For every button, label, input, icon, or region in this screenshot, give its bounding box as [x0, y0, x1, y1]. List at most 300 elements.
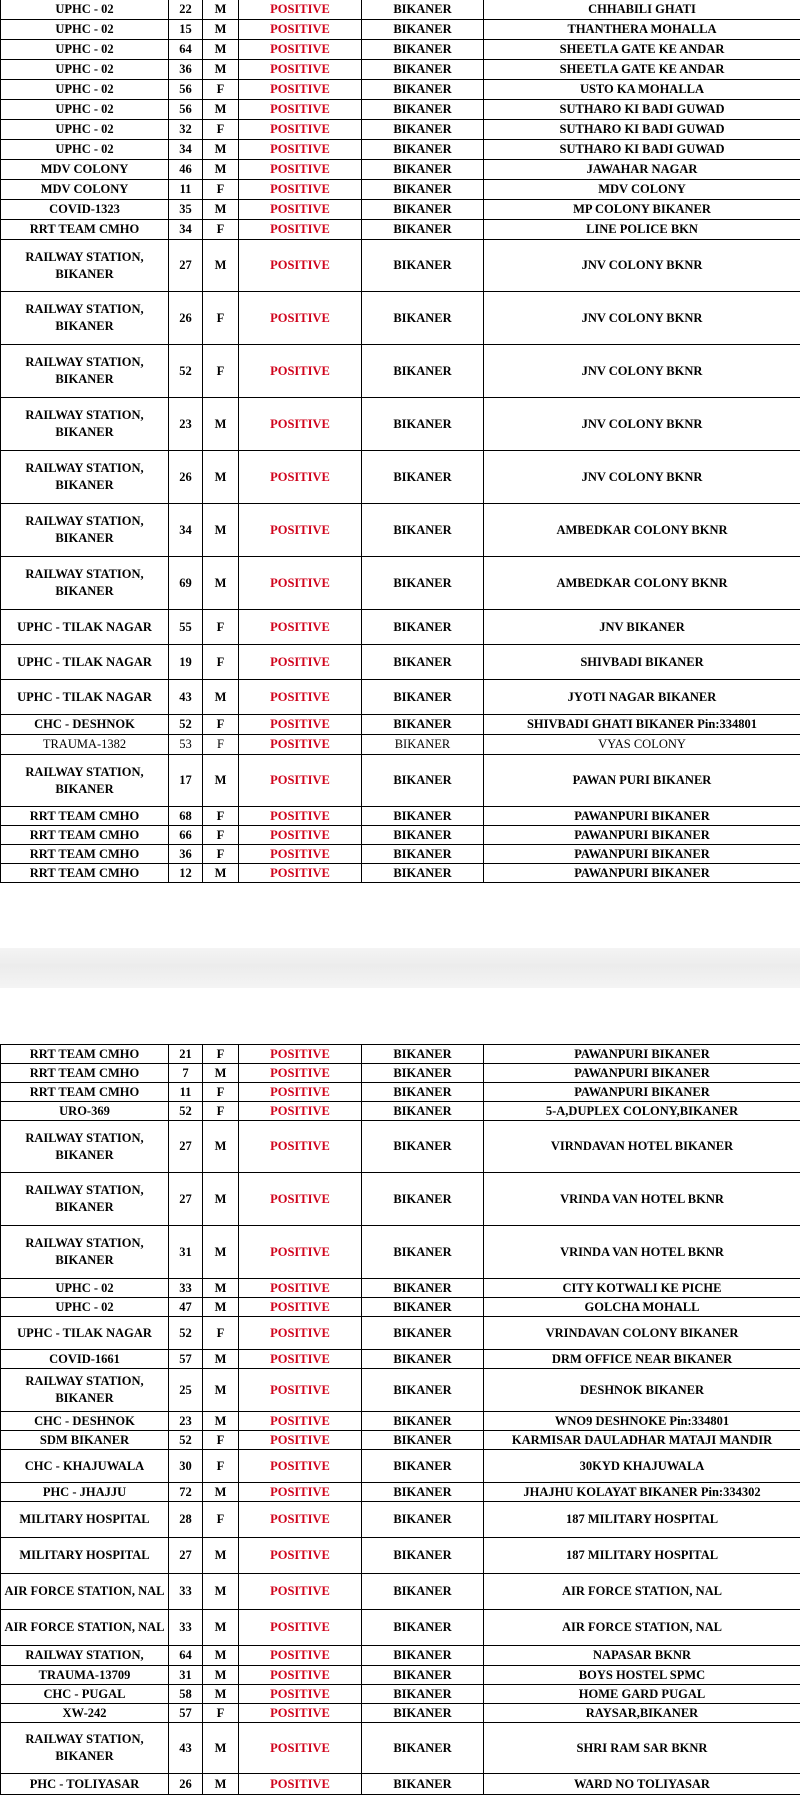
- gender-cell: F: [203, 120, 239, 140]
- facility-cell: RAILWAY STATION, BIKANER: [1, 755, 169, 807]
- status-cell: POSITIVE: [239, 1317, 362, 1350]
- district-cell: BIKANER: [362, 645, 484, 680]
- age-cell: 47: [169, 1298, 203, 1317]
- facility-cell: UPHC - 02: [1, 20, 169, 40]
- address-cell: VRINDA VAN HOTEL BKNR: [484, 1173, 800, 1226]
- address-cell: JNV COLONY BKNR: [484, 292, 800, 345]
- table-row: [1, 715, 800, 735]
- address-cell: AIR FORCE STATION, NAL: [484, 1574, 800, 1610]
- address-cell: 5-A,DUPLEX COLONY,BIKANER: [484, 1102, 800, 1121]
- district-cell: BIKANER: [362, 180, 484, 200]
- status-cell: POSITIVE: [239, 557, 362, 610]
- facility-cell: CHC - DESHNOK: [1, 715, 169, 735]
- district-cell: BIKANER: [362, 864, 484, 883]
- address-cell: VYAS COLONY: [484, 735, 800, 755]
- district-cell: BIKANER: [362, 200, 484, 220]
- district-cell: BIKANER: [362, 1298, 484, 1317]
- status-cell: POSITIVE: [239, 200, 362, 220]
- age-cell: 66: [169, 826, 203, 845]
- address-cell: HOME GARD PUGAL: [484, 1685, 800, 1704]
- address-cell: JAWAHAR NAGAR: [484, 160, 800, 180]
- facility-cell: RAILWAY STATION, BIKANER: [1, 557, 169, 610]
- facility-cell: RAILWAY STATION, BIKANER: [1, 1173, 169, 1226]
- address-cell: AMBEDKAR COLONY BKNR: [484, 504, 800, 557]
- table-row: [1, 180, 800, 200]
- age-cell: 33: [169, 1610, 203, 1646]
- district-cell: BIKANER: [362, 220, 484, 240]
- address-cell: PAWANPURI BIKANER: [484, 1083, 800, 1102]
- facility-cell: UPHC - 02: [1, 1279, 169, 1298]
- facility-cell: TRAUMA-1382: [1, 735, 169, 755]
- table-row: [1, 557, 800, 610]
- facility-cell: MILITARY HOSPITAL: [1, 1502, 169, 1538]
- facility-cell: AIR FORCE STATION, NAL: [1, 1610, 169, 1646]
- address-cell: MDV COLONY: [484, 180, 800, 200]
- table-row: [1, 735, 800, 755]
- address-cell: JNV COLONY BKNR: [484, 345, 800, 398]
- address-cell: PAWANPURI BIKANER: [484, 1045, 800, 1064]
- facility-cell: RAILWAY STATION, BIKANER: [1, 1226, 169, 1279]
- address-cell: NAPASAR BKNR: [484, 1646, 800, 1666]
- gender-cell: M: [203, 1685, 239, 1704]
- age-cell: 33: [169, 1574, 203, 1610]
- district-cell: BIKANER: [362, 1502, 484, 1538]
- age-cell: 27: [169, 1538, 203, 1574]
- gender-cell: M: [203, 140, 239, 160]
- address-cell: JNV COLONY BKNR: [484, 240, 800, 292]
- facility-cell: MDV COLONY: [1, 180, 169, 200]
- age-cell: 52: [169, 1431, 203, 1450]
- district-cell: BIKANER: [362, 1317, 484, 1350]
- age-cell: 36: [169, 845, 203, 864]
- district-cell: BIKANER: [362, 240, 484, 292]
- facility-cell: RAILWAY STATION, BIKANER: [1, 1121, 169, 1173]
- table-row: [1, 610, 800, 645]
- table-row: [1, 1083, 800, 1102]
- address-cell: WNO9 DESHNOKE Pin:334801: [484, 1412, 800, 1431]
- facility-cell: CHC - KHAJUWALA: [1, 1450, 169, 1483]
- status-cell: POSITIVE: [239, 160, 362, 180]
- age-cell: 35: [169, 200, 203, 220]
- table-row: [1, 1538, 800, 1574]
- gender-cell: M: [203, 1064, 239, 1083]
- table-row: [1, 1045, 800, 1064]
- age-cell: 52: [169, 345, 203, 398]
- status-cell: POSITIVE: [239, 1412, 362, 1431]
- gender-cell: M: [203, 1538, 239, 1574]
- report-page-2: [0, 1044, 800, 1795]
- district-cell: BIKANER: [362, 1666, 484, 1685]
- status-cell: POSITIVE: [239, 807, 362, 826]
- gender-cell: M: [203, 0, 239, 20]
- report-page-1: [0, 0, 800, 883]
- address-cell: VIRNDAVAN HOTEL BIKANER: [484, 1121, 800, 1173]
- status-cell: POSITIVE: [239, 1064, 362, 1083]
- facility-cell: UPHC - 02: [1, 40, 169, 60]
- status-cell: POSITIVE: [239, 1646, 362, 1666]
- table-row: [1, 1431, 800, 1450]
- facility-cell: RAILWAY STATION,: [1, 1646, 169, 1666]
- district-cell: BIKANER: [362, 451, 484, 504]
- status-cell: POSITIVE: [239, 1279, 362, 1298]
- gender-cell: M: [203, 1121, 239, 1173]
- address-cell: USTO KA MOHALLA: [484, 80, 800, 100]
- district-cell: BIKANER: [362, 557, 484, 610]
- status-cell: POSITIVE: [239, 1538, 362, 1574]
- age-cell: 46: [169, 160, 203, 180]
- facility-cell: UPHC - 02: [1, 0, 169, 20]
- district-cell: BIKANER: [362, 1412, 484, 1431]
- facility-cell: UPHC - TILAK NAGAR: [1, 1317, 169, 1350]
- facility-cell: AIR FORCE STATION, NAL: [1, 1574, 169, 1610]
- district-cell: BIKANER: [362, 1538, 484, 1574]
- gender-cell: M: [203, 200, 239, 220]
- age-cell: 34: [169, 140, 203, 160]
- age-cell: 52: [169, 715, 203, 735]
- status-cell: POSITIVE: [239, 755, 362, 807]
- address-cell: KARMISAR DAULADHAR MATAJI MANDIR: [484, 1431, 800, 1450]
- table-row: [1, 100, 800, 120]
- age-cell: 52: [169, 1317, 203, 1350]
- status-cell: POSITIVE: [239, 1102, 362, 1121]
- address-cell: 187 MILITARY HOSPITAL: [484, 1538, 800, 1574]
- gender-cell: M: [203, 755, 239, 807]
- gender-cell: F: [203, 1045, 239, 1064]
- address-cell: SHEETLA GATE KE ANDAR: [484, 60, 800, 80]
- facility-cell: RAILWAY STATION, BIKANER: [1, 292, 169, 345]
- page-separator: [0, 948, 800, 988]
- table-row: [1, 451, 800, 504]
- table-row: [1, 1483, 800, 1502]
- facility-cell: RRT TEAM CMHO: [1, 1064, 169, 1083]
- address-cell: JNV COLONY BKNR: [484, 451, 800, 504]
- gender-cell: M: [203, 1279, 239, 1298]
- gender-cell: F: [203, 1317, 239, 1350]
- facility-cell: PHC - JHAJJU: [1, 1483, 169, 1502]
- table-row: [1, 1723, 800, 1774]
- table-row: [1, 645, 800, 680]
- gender-cell: F: [203, 826, 239, 845]
- table-row: [1, 1350, 800, 1369]
- table-row: [1, 1173, 800, 1226]
- address-cell: JNV COLONY BKNR: [484, 398, 800, 451]
- address-cell: SUTHARO KI BADI GUWAD: [484, 100, 800, 120]
- gender-cell: F: [203, 1450, 239, 1483]
- district-cell: BIKANER: [362, 1369, 484, 1412]
- gender-cell: F: [203, 845, 239, 864]
- status-cell: POSITIVE: [239, 40, 362, 60]
- table-row: [1, 220, 800, 240]
- gender-cell: M: [203, 557, 239, 610]
- age-cell: 69: [169, 557, 203, 610]
- table-row: [1, 1502, 800, 1538]
- district-cell: BIKANER: [362, 1121, 484, 1173]
- gender-cell: F: [203, 715, 239, 735]
- table-row: [1, 140, 800, 160]
- district-cell: BIKANER: [362, 40, 484, 60]
- district-cell: BIKANER: [362, 807, 484, 826]
- gender-cell: F: [203, 1102, 239, 1121]
- facility-cell: PHC - TOLIYASAR: [1, 1774, 169, 1795]
- address-cell: PAWAN PURI BIKANER: [484, 755, 800, 807]
- cases-table-1: [0, 0, 800, 883]
- gender-cell: M: [203, 680, 239, 715]
- table-row: [1, 240, 800, 292]
- district-cell: BIKANER: [362, 398, 484, 451]
- address-cell: CITY KOTWALI KE PICHE: [484, 1279, 800, 1298]
- address-cell: SHEETLA GATE KE ANDAR: [484, 40, 800, 60]
- status-cell: POSITIVE: [239, 1774, 362, 1795]
- table-row: [1, 60, 800, 80]
- table-row: [1, 1774, 800, 1795]
- age-cell: 56: [169, 100, 203, 120]
- age-cell: 68: [169, 807, 203, 826]
- table-row: [1, 1574, 800, 1610]
- status-cell: POSITIVE: [239, 1502, 362, 1538]
- gender-cell: F: [203, 1431, 239, 1450]
- district-cell: BIKANER: [362, 140, 484, 160]
- status-cell: POSITIVE: [239, 645, 362, 680]
- status-cell: POSITIVE: [239, 1450, 362, 1483]
- address-cell: 187 MILITARY HOSPITAL: [484, 1502, 800, 1538]
- district-cell: BIKANER: [362, 1646, 484, 1666]
- district-cell: BIKANER: [362, 680, 484, 715]
- address-cell: WARD NO TOLIYASAR: [484, 1774, 800, 1795]
- age-cell: 26: [169, 1774, 203, 1795]
- table-row: [1, 807, 800, 826]
- address-cell: VRINDA VAN HOTEL BKNR: [484, 1226, 800, 1279]
- table-row: [1, 1412, 800, 1431]
- age-cell: 64: [169, 1646, 203, 1666]
- district-cell: BIKANER: [362, 1723, 484, 1774]
- facility-cell: UPHC - 02: [1, 60, 169, 80]
- gender-cell: M: [203, 1646, 239, 1666]
- district-cell: BIKANER: [362, 1450, 484, 1483]
- district-cell: BIKANER: [362, 60, 484, 80]
- status-cell: POSITIVE: [239, 1610, 362, 1646]
- facility-cell: RRT TEAM CMHO: [1, 807, 169, 826]
- gender-cell: M: [203, 1774, 239, 1795]
- age-cell: 26: [169, 451, 203, 504]
- status-cell: POSITIVE: [239, 504, 362, 557]
- age-cell: 57: [169, 1704, 203, 1723]
- table-row: [1, 1226, 800, 1279]
- facility-cell: RRT TEAM CMHO: [1, 220, 169, 240]
- address-cell: VRINDAVAN COLONY BIKANER: [484, 1317, 800, 1350]
- age-cell: 53: [169, 735, 203, 755]
- age-cell: 23: [169, 398, 203, 451]
- status-cell: POSITIVE: [239, 1431, 362, 1450]
- facility-cell: UPHC - TILAK NAGAR: [1, 610, 169, 645]
- age-cell: 32: [169, 120, 203, 140]
- district-cell: BIKANER: [362, 292, 484, 345]
- gender-cell: M: [203, 1298, 239, 1317]
- age-cell: 31: [169, 1226, 203, 1279]
- district-cell: BIKANER: [362, 0, 484, 20]
- age-cell: 26: [169, 292, 203, 345]
- facility-cell: SDM BIKANER: [1, 1431, 169, 1450]
- facility-cell: UPHC - 02: [1, 80, 169, 100]
- table-row: [1, 1704, 800, 1723]
- status-cell: POSITIVE: [239, 60, 362, 80]
- address-cell: SUTHARO KI BADI GUWAD: [484, 120, 800, 140]
- status-cell: POSITIVE: [239, 451, 362, 504]
- status-cell: POSITIVE: [239, 1121, 362, 1173]
- age-cell: 58: [169, 1685, 203, 1704]
- table-row: [1, 826, 800, 845]
- facility-cell: RAILWAY STATION, BIKANER: [1, 1369, 169, 1412]
- status-cell: POSITIVE: [239, 100, 362, 120]
- address-cell: SHIVBADI BIKANER: [484, 645, 800, 680]
- table-row: [1, 200, 800, 220]
- gender-cell: M: [203, 100, 239, 120]
- gender-cell: M: [203, 1666, 239, 1685]
- facility-cell: URO-369: [1, 1102, 169, 1121]
- gender-cell: M: [203, 504, 239, 557]
- gender-cell: F: [203, 1083, 239, 1102]
- district-cell: BIKANER: [362, 826, 484, 845]
- table-row: [1, 345, 800, 398]
- address-cell: BOYS HOSTEL SPMC: [484, 1666, 800, 1685]
- gender-cell: M: [203, 40, 239, 60]
- facility-cell: MDV COLONY: [1, 160, 169, 180]
- status-cell: POSITIVE: [239, 1173, 362, 1226]
- age-cell: 23: [169, 1412, 203, 1431]
- status-cell: POSITIVE: [239, 610, 362, 645]
- cases-table-2: [0, 1044, 800, 1795]
- facility-cell: UPHC - 02: [1, 140, 169, 160]
- gender-cell: F: [203, 1704, 239, 1723]
- facility-cell: UPHC - TILAK NAGAR: [1, 680, 169, 715]
- gender-cell: F: [203, 220, 239, 240]
- table-row: [1, 1279, 800, 1298]
- gender-cell: F: [203, 292, 239, 345]
- status-cell: POSITIVE: [239, 1574, 362, 1610]
- district-cell: BIKANER: [362, 1685, 484, 1704]
- district-cell: BIKANER: [362, 1102, 484, 1121]
- age-cell: 17: [169, 755, 203, 807]
- age-cell: 72: [169, 1483, 203, 1502]
- age-cell: 22: [169, 0, 203, 20]
- status-cell: POSITIVE: [239, 1704, 362, 1723]
- facility-cell: UPHC - TILAK NAGAR: [1, 645, 169, 680]
- facility-cell: XW-242: [1, 1704, 169, 1723]
- facility-cell: TRAUMA-13709: [1, 1666, 169, 1685]
- district-cell: BIKANER: [362, 20, 484, 40]
- age-cell: 27: [169, 240, 203, 292]
- table-row: [1, 680, 800, 715]
- facility-cell: RRT TEAM CMHO: [1, 1083, 169, 1102]
- age-cell: 19: [169, 645, 203, 680]
- table-row: [1, 1317, 800, 1350]
- age-cell: 56: [169, 80, 203, 100]
- gender-cell: M: [203, 240, 239, 292]
- address-cell: DRM OFFICE NEAR BIKANER: [484, 1350, 800, 1369]
- gender-cell: F: [203, 80, 239, 100]
- gender-cell: F: [203, 610, 239, 645]
- table-row: [1, 40, 800, 60]
- district-cell: BIKANER: [362, 1431, 484, 1450]
- gender-cell: F: [203, 645, 239, 680]
- table-row: [1, 1121, 800, 1173]
- age-cell: 34: [169, 220, 203, 240]
- district-cell: BIKANER: [362, 845, 484, 864]
- status-cell: POSITIVE: [239, 398, 362, 451]
- status-cell: POSITIVE: [239, 1350, 362, 1369]
- address-cell: SHRI RAM SAR BKNR: [484, 1723, 800, 1774]
- table-row: [1, 864, 800, 883]
- address-cell: JYOTI NAGAR BIKANER: [484, 680, 800, 715]
- gender-cell: M: [203, 1723, 239, 1774]
- age-cell: 31: [169, 1666, 203, 1685]
- district-cell: BIKANER: [362, 1483, 484, 1502]
- facility-cell: RAILWAY STATION, BIKANER: [1, 1723, 169, 1774]
- district-cell: BIKANER: [362, 1774, 484, 1795]
- gender-cell: M: [203, 1226, 239, 1279]
- status-cell: POSITIVE: [239, 120, 362, 140]
- age-cell: 55: [169, 610, 203, 645]
- gender-cell: M: [203, 1483, 239, 1502]
- address-cell: DESHNOK BIKANER: [484, 1369, 800, 1412]
- facility-cell: RAILWAY STATION, BIKANER: [1, 451, 169, 504]
- gender-cell: F: [203, 807, 239, 826]
- table-row: [1, 1666, 800, 1685]
- address-cell: PAWANPURI BIKANER: [484, 826, 800, 845]
- age-cell: 57: [169, 1350, 203, 1369]
- address-cell: MP COLONY BIKANER: [484, 200, 800, 220]
- status-cell: POSITIVE: [239, 345, 362, 398]
- facility-cell: RAILWAY STATION, BIKANER: [1, 345, 169, 398]
- table-row: [1, 504, 800, 557]
- facility-cell: COVID-1661: [1, 1350, 169, 1369]
- table-row: [1, 1685, 800, 1704]
- facility-cell: UPHC - 02: [1, 1298, 169, 1317]
- facility-cell: RRT TEAM CMHO: [1, 826, 169, 845]
- facility-cell: UPHC - 02: [1, 120, 169, 140]
- district-cell: BIKANER: [362, 100, 484, 120]
- status-cell: POSITIVE: [239, 1369, 362, 1412]
- facility-cell: CHC - PUGAL: [1, 1685, 169, 1704]
- table-row: [1, 80, 800, 100]
- facility-cell: RRT TEAM CMHO: [1, 864, 169, 883]
- status-cell: POSITIVE: [239, 1685, 362, 1704]
- status-cell: POSITIVE: [239, 0, 362, 20]
- address-cell: 30KYD KHAJUWALA: [484, 1450, 800, 1483]
- status-cell: POSITIVE: [239, 240, 362, 292]
- gender-cell: F: [203, 735, 239, 755]
- gender-cell: M: [203, 1412, 239, 1431]
- table-row: [1, 160, 800, 180]
- table-row: [1, 1102, 800, 1121]
- age-cell: 11: [169, 180, 203, 200]
- table-row: [1, 755, 800, 807]
- gender-cell: M: [203, 1350, 239, 1369]
- gender-cell: M: [203, 20, 239, 40]
- status-cell: POSITIVE: [239, 1298, 362, 1317]
- status-cell: POSITIVE: [239, 80, 362, 100]
- facility-cell: COVID-1323: [1, 200, 169, 220]
- age-cell: 27: [169, 1173, 203, 1226]
- age-cell: 25: [169, 1369, 203, 1412]
- address-cell: AIR FORCE STATION, NAL: [484, 1610, 800, 1646]
- status-cell: POSITIVE: [239, 845, 362, 864]
- district-cell: BIKANER: [362, 1574, 484, 1610]
- district-cell: BIKANER: [362, 715, 484, 735]
- district-cell: BIKANER: [362, 1064, 484, 1083]
- district-cell: BIKANER: [362, 735, 484, 755]
- district-cell: BIKANER: [362, 1173, 484, 1226]
- age-cell: 15: [169, 20, 203, 40]
